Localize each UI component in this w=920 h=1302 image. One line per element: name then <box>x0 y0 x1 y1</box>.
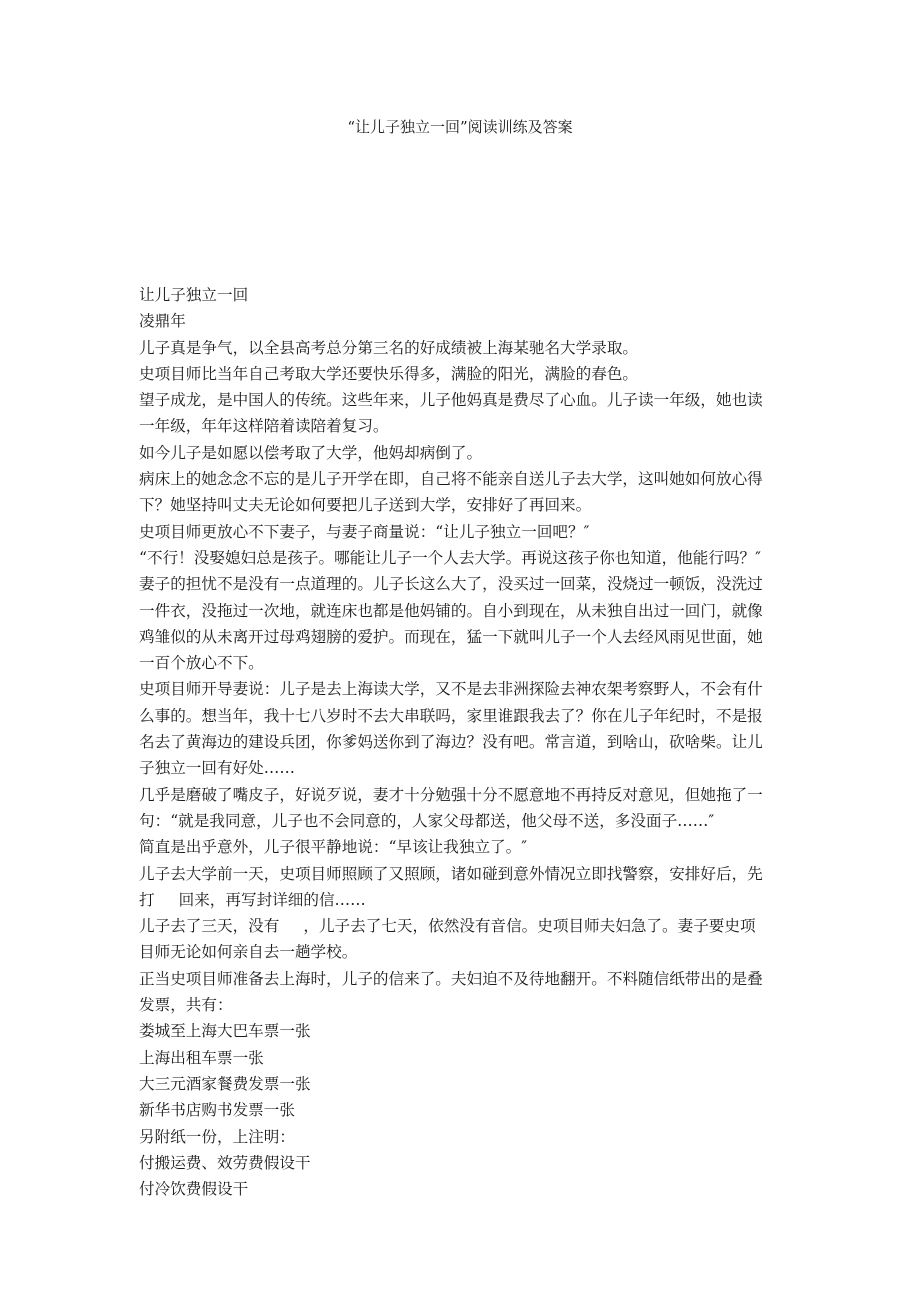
paragraph-line: 如今儿子是如愿以偿考取了大学，他妈却病倒了。 <box>139 443 483 462</box>
paragraph-line: 鸡雏似的从未离开过母鸡翅膀的爱护。而现在，猛一下就叫儿子一个人去经风雨见世面，她 <box>139 627 763 646</box>
receipt-item: 新华书店购书发票一张 <box>139 1101 295 1120</box>
paragraph-line: 望子成龙，是中国人的传统。这些年来，儿子他妈真是费尽了心血。儿子读一年级，她也读 <box>139 391 763 410</box>
receipt-item: 付搬运费、效劳费假设干 <box>139 1153 311 1172</box>
paragraph-line-with-gap <box>139 887 789 913</box>
paragraph-line: 子独立一回有好处…… <box>139 759 295 778</box>
paragraph-line: 另附纸一份，上注明： <box>139 1127 295 1146</box>
receipt-item: 娄城至上海大巴车票一张 <box>139 1022 311 1041</box>
paragraph-line: 史项目师开导妻说：儿子是去上海读大学，又不是去非洲探险去神农架考察野人，不会有什 <box>139 680 763 699</box>
receipt-item: 付冷饮费假设干 <box>139 1180 249 1199</box>
line-segment: 打 <box>139 890 155 909</box>
paragraph-line: 下？她坚持叫丈夫无论如何要把儿子送到大学，安排好了再回来。 <box>139 496 592 515</box>
paragraph-line: 病床上的她念念不忘的是儿子开学在即，自己将不能亲自送儿子去大学，这叫她如何放心得 <box>139 470 763 489</box>
line-segment: 儿子去了三天，没有 <box>139 917 280 936</box>
paragraph-line: 儿子去大学前一天，史项目师照顾了又照顾，诸如碰到意外情况立即找警察，安排好后，先 <box>139 864 763 883</box>
paragraph-line: 史项目师更放心不下妻子，与妻子商量说：“让儿子独立一回吧？″ <box>139 522 590 541</box>
document-title: “让儿子独立一回”阅读训练及答案 <box>347 118 573 136</box>
paragraph-line: 么事的。想当年，我十七八岁时不去大串联吗，家里谁跟我去了？你在儿子年纪时，不是报 <box>139 706 763 725</box>
article-author: 凌鼎年 <box>139 312 186 331</box>
article-body <box>139 282 789 1202</box>
line-segment: 回来，再写封详细的信…… <box>178 890 366 909</box>
article-title: 让儿子独立一回 <box>139 286 249 304</box>
paragraph-line: 一年级，年年这样陪着读陪着复习。 <box>139 417 389 436</box>
receipt-item: 上海出租车票一张 <box>139 1048 264 1067</box>
line-segment: ，儿子去了七天，依然没有音信。史项目师夫妇急了。妻子要史项 <box>303 917 756 936</box>
receipt-item: 大三元酒家餐费发票一张 <box>139 1074 311 1093</box>
paragraph-line: 史项目师比当年自己考取大学还要快乐得多，满脸的阳光，满脸的春色。 <box>139 364 639 383</box>
paragraph-line: 妻子的担忧不是没有一点道理的。儿子长这么大了，没买过一回菜，没烧过一顿饭，没洗过 <box>139 575 763 594</box>
paragraph-line: 儿子真是争气，以全县高考总分第三名的好成绩被上海某驰名大学录取。 <box>139 338 639 357</box>
paragraph-line: 发票，共有： <box>139 996 233 1015</box>
paragraph-line: 句：“就是我同意，儿子也不会同意的，人家父母都送，他父母不送，多没面子……″ <box>139 811 715 830</box>
paragraph-line: 正当史项目师准备去上海时，儿子的信来了。夫妇迫不及待地翻开。不料随信纸带出的是叠 <box>139 969 763 988</box>
paragraph-line: 简直是出乎意外，儿子很平静地说：“早该让我独立了。″ <box>139 838 528 857</box>
paragraph-line: 几乎是磨破了嘴皮子，好说歹说，妻才十分勉强十分不愿意地不再持反对意见，但她拖了一 <box>139 785 763 804</box>
paragraph-line: 名去了黄海边的建设兵团，你爹妈送你到了海边？没有吧。常言道，到啥山，砍啥柴。让儿 <box>139 733 763 752</box>
paragraph-line: 目师无论如何亲自去一趟学校。 <box>139 943 358 962</box>
paragraph-line: 一件衣，没拖过一次地，就连床也都是他妈铺的。自小到现在，从未独自出过一回门，就像 <box>139 601 763 620</box>
paragraph-line-with-gap <box>139 913 789 939</box>
paragraph-line: 一百个放心不下。 <box>139 654 264 673</box>
paragraph-line: “不行！没娶媳妇总是孩子。哪能让儿子一个人去大学。再说这孩子你也知道，他能行吗？″ <box>139 548 761 567</box>
